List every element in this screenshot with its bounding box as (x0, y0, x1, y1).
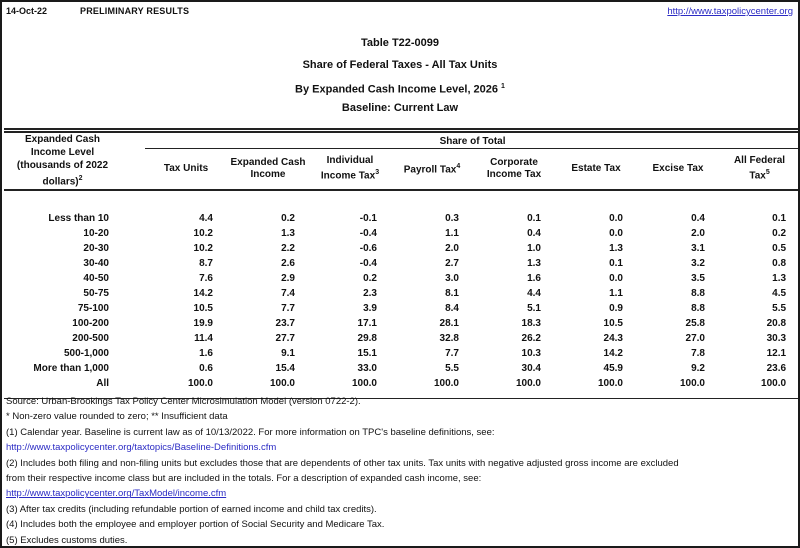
table-cell: 4.4 (527, 288, 541, 299)
table-cell: 14.2 (193, 288, 213, 299)
table-cell: 30.3 (766, 333, 787, 344)
table-cell: 2.0 (445, 243, 459, 254)
table-cell: 0.8 (772, 258, 787, 269)
table-cell: 32.8 (439, 333, 459, 344)
table-cell: 0.0 (609, 213, 623, 224)
footnote-ref-4: 4 (456, 163, 461, 171)
table-cell: 1.6 (527, 273, 541, 284)
footnote-2-line1: (2) Includes both filing and non-filing units but excludes those that are dependents of other tax units. Tax units with negative adjusted gross income are excluded (6, 457, 679, 469)
table-cell: 0.3 (445, 213, 459, 224)
table-cell: 100.0 (187, 378, 213, 389)
column-header-individual-income-tax: Individual Income Tax$^3$ (309, 149, 391, 191)
table-cell: 27.0 (685, 333, 705, 344)
table-cell: 25.8 (685, 318, 705, 329)
footnote-5: (5) Excludes customs duties. (6, 534, 128, 546)
table-cell: 10.2 (193, 243, 213, 254)
table-cell: 2.9 (281, 273, 295, 284)
table-cell: 7.8 (691, 348, 705, 359)
table-cell: 7.7 (281, 303, 295, 314)
table-cell: 2.2 (281, 243, 295, 254)
table-cell: 8.4 (445, 303, 459, 314)
table-cell: 7.6 (199, 273, 213, 284)
table-row (4, 226, 800, 241)
table-cell: 2.7 (445, 258, 459, 269)
table-cell: 1.1 (609, 288, 623, 299)
table-cell: 14.2 (603, 348, 623, 359)
table-cell: 100.0 (351, 378, 377, 389)
income-level-label: 30-40 (83, 258, 109, 269)
table-row (4, 241, 800, 256)
table-cell: 2.3 (363, 288, 377, 299)
income-level-label: 100-200 (72, 318, 109, 329)
report-date: 14-Oct-22 (6, 6, 48, 16)
table-cell: 23.7 (275, 318, 295, 329)
table-cell: 7.4 (281, 288, 295, 299)
income-level-label: All (96, 378, 109, 389)
income-level-label: 200-500 (72, 333, 109, 344)
table-cell: 100.0 (761, 378, 787, 389)
column-header-estate-tax: Estate Tax (555, 149, 637, 191)
table-cell: 2.0 (691, 228, 705, 239)
baseline-definitions-link[interactable]: http://www.taxpolicycenter.org/taxtopics/Baseline-Definitions.cfm (6, 442, 277, 454)
table-cell: 0.2 (363, 273, 377, 284)
table-cell: 3.5 (691, 273, 705, 284)
column-header-corporate-income-tax: Corporate Income Tax (473, 149, 555, 191)
table-row (4, 316, 800, 331)
table-cell: 9.1 (281, 348, 295, 359)
table-cell: 1.1 (445, 228, 459, 239)
column-header-expanded-cash-income: Expanded Cash Income (227, 149, 309, 191)
table-cell: 4.4 (199, 213, 213, 224)
header-data-spacer (4, 190, 800, 211)
table-cell: 3.1 (691, 243, 705, 254)
table-cell: 5.1 (527, 303, 541, 314)
table-cell: 20.8 (766, 318, 787, 329)
table-cell: 100.0 (597, 378, 623, 389)
table-cell: 8.8 (691, 288, 705, 299)
footnotes-block (6, 394, 798, 548)
income-level-label: 500-1,000 (63, 348, 109, 359)
table-cell: 11.4 (194, 333, 213, 344)
table-row (4, 331, 800, 346)
table-number-title: Table T22-0099 (360, 37, 440, 49)
title-block (2, 33, 798, 119)
table-cell: 10.5 (603, 318, 623, 329)
table-cell: 3.0 (445, 273, 459, 284)
table-row (4, 286, 800, 301)
table-row (4, 256, 800, 271)
table-cell: 24.3 (603, 333, 623, 344)
table-cell: 19.9 (193, 318, 213, 329)
table-cell: 0.4 (527, 228, 541, 239)
table-cell: 10.2 (193, 228, 213, 239)
baseline-title: Baseline: Current Law (341, 101, 459, 114)
table-cell: 0.2 (281, 213, 295, 224)
table-cell: 3.9 (363, 303, 377, 314)
table-cell: 17.1 (357, 318, 377, 329)
table-cell: 0.2 (772, 228, 787, 239)
table-cell: 1.3 (527, 258, 541, 269)
table-cell: 0.0 (609, 273, 623, 284)
income-level-column-header: Expanded Cash Income Level (thousands of 2022 dollars)$^2$ (4, 131, 145, 191)
table-cell: 0.4 (691, 213, 705, 224)
table-cell: -0.6 (359, 243, 377, 254)
table-cell: 29.8 (357, 333, 377, 344)
table-cell: 5.5 (772, 303, 787, 314)
table-cell: -0.4 (359, 258, 377, 269)
table-cell: 15.4 (275, 363, 295, 374)
table-cell: -0.4 (359, 228, 377, 239)
share-of-federal-taxes-table (4, 128, 800, 399)
table-cell: 33.0 (357, 363, 377, 374)
table-cell: 8.7 (199, 258, 213, 269)
table-cell: 10.3 (521, 348, 541, 359)
table-cell: 10.5 (193, 303, 213, 314)
income-level-label: 10-20 (83, 228, 109, 239)
footnote-3: (3) After tax credits (including refundable portion of earned income and child tax credits). (6, 503, 377, 515)
table-cell: 1.0 (527, 243, 541, 254)
table-subject-title: Share of Federal Taxes - All Tax Units (302, 58, 498, 71)
table-cell: -0.1 (359, 213, 377, 224)
table-cell: 4.5 (772, 288, 787, 299)
income-level-label: 50-75 (83, 288, 109, 299)
symbols-note: * Non-zero value rounded to zero; ** Insufficient data (6, 411, 228, 423)
table-cell: 1.3 (281, 228, 295, 239)
table-cell: 2.6 (281, 258, 295, 269)
income-level-label: 40-50 (83, 273, 109, 284)
table-cell: 8.1 (445, 288, 459, 299)
table-cell: 1.3 (609, 243, 623, 254)
taxpolicycenter-link[interactable]: http://www.taxpolicycenter.org (667, 6, 793, 17)
table-cell: 28.1 (439, 318, 459, 329)
table-cell: 18.3 (521, 318, 541, 329)
share-of-total-group-header: Share of Total (145, 131, 800, 149)
table-cell: 100.0 (433, 378, 459, 389)
table-row (4, 361, 800, 376)
table-cell: 23.6 (766, 363, 787, 374)
source-note: Source: Urban-Brookings Tax Policy Center Microsimulation Model (version 0722-2). (6, 396, 361, 407)
footnote-1: (1) Calendar year. Baseline is current law as of 10/13/2022. For more information on TPC's baseline definitions, see: (6, 426, 495, 438)
income-level-label: Less than 10 (48, 213, 109, 224)
table-cell: 0.0 (609, 228, 623, 239)
footnote-ref-5: 5 (765, 169, 770, 177)
footnote-2-line2: from their respective income class but are included in the totals. For a description of expanded cash income, see: (6, 473, 482, 485)
table-cell: 3.2 (691, 258, 705, 269)
footnote-ref-3: 3 (375, 169, 380, 177)
column-header-excise-tax: Excise Tax (637, 149, 719, 191)
table-body (4, 211, 800, 391)
column-header-tax-units: Tax Units (145, 149, 227, 191)
table-cell: 100.0 (679, 378, 705, 389)
column-header-payroll-tax: Payroll Tax$^4$ (391, 149, 473, 191)
table-cell: 0.6 (199, 363, 213, 374)
table-cell: 9.2 (691, 363, 705, 374)
income-level-label: More than 1,000 (33, 363, 109, 374)
table-row (4, 211, 800, 226)
table-cell: 0.1 (609, 258, 623, 269)
table-cell: 30.4 (521, 363, 541, 374)
table-cell: 0.1 (772, 213, 787, 224)
table-cell: 8.8 (691, 303, 705, 314)
table-cell: 0.9 (609, 303, 623, 314)
income-level-label: 20-30 (83, 243, 109, 254)
preliminary-results-label: PRELIMINARY RESULTS (80, 6, 190, 16)
table-row (4, 376, 800, 391)
column-header-all-federal-tax: All Federal Tax$^5$ (719, 149, 800, 191)
table-row (4, 346, 800, 361)
table-cell: 0.1 (527, 213, 541, 224)
table-cell: 12.1 (766, 348, 787, 359)
table-cell: 7.7 (445, 348, 459, 359)
footnote-ref-1: 1 (501, 83, 505, 90)
table-row (4, 301, 800, 316)
table-cell: 0.5 (772, 243, 787, 254)
table-cell: 27.7 (275, 333, 295, 344)
footnote-4: (4) Includes both the employee and employer portion of Social Security and Medicare Tax. (6, 519, 385, 531)
income-definition-link[interactable]: http://www.taxpolicycenter.org/TaxModel/income.cfm (6, 488, 227, 500)
table-cell: 26.2 (521, 333, 541, 344)
table-cell: 100.0 (269, 378, 295, 389)
table-cell: 1.3 (772, 273, 787, 284)
table-row (4, 271, 800, 286)
table-level-title: By Expanded Cash Income Level, 2026 $^1$ (295, 83, 505, 96)
footnote-ref-2: 2 (78, 175, 83, 183)
table-cell: 1.6 (199, 348, 213, 359)
income-level-label: 75-100 (77, 303, 109, 314)
table-cell: 45.9 (603, 363, 623, 374)
table-cell: 15.1 (357, 348, 377, 359)
table-cell: 100.0 (515, 378, 541, 389)
table-cell: 5.5 (445, 363, 459, 374)
